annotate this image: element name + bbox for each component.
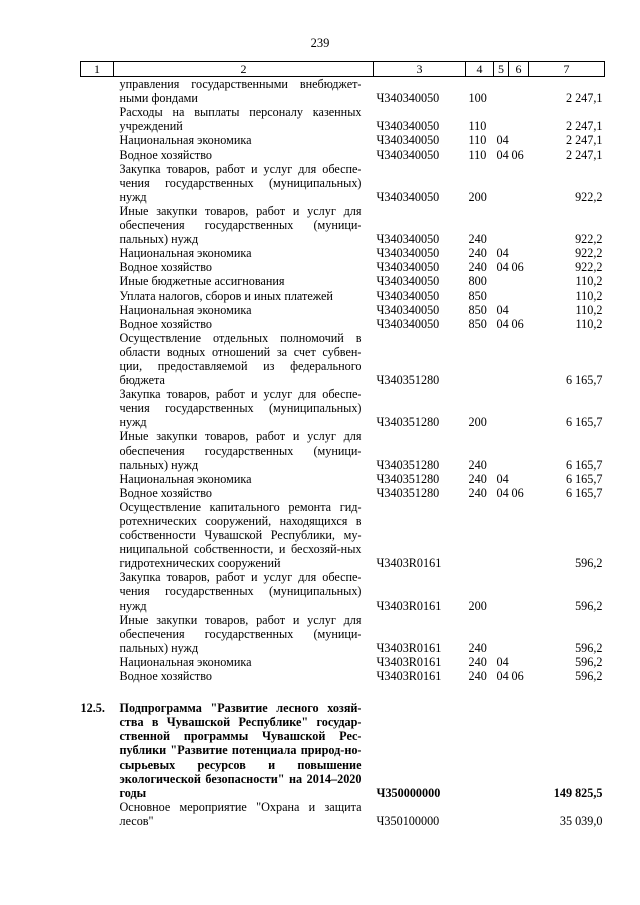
row-name: Национальная экономика [119,246,252,261]
row-rz [494,570,509,612]
row-vr: 110 [468,119,487,134]
cell-blank [81,331,114,387]
row-pr [509,655,529,669]
row-code: Ч340340050 [376,133,440,148]
cell-blank [81,655,114,669]
row-vr: 240 [468,640,487,655]
row-pr: 06 [511,147,524,162]
row-name: Водное хозяйство [119,316,212,331]
row-name: Иные закупки товаров, работ и услуг для обеспечения государственных (муници-пальных) нужд [119,612,362,655]
row-rz [494,162,509,204]
cell-blank [81,246,114,260]
table-row [81,570,605,612]
row-vr: 800 [468,274,487,289]
row-rz [494,429,509,471]
cell-blank [81,570,114,612]
row-code: Ч340340050 [376,288,440,303]
spacer-row [81,683,605,701]
row-vr: 850 [468,302,487,317]
row-code: Ч340340050 [376,147,440,162]
header-col-1: 1 [81,62,114,77]
row-pr [509,303,529,317]
cell-blank [81,162,114,204]
row-sum: 2 247,1 [565,91,603,106]
cell-blank [81,148,114,162]
row-pr [509,613,529,655]
cell-blank [81,274,114,288]
table-header-row [81,62,605,77]
row-sum: 6 165,7 [565,485,603,500]
cell-blank [81,204,114,246]
row-sum: 2 247,1 [565,119,603,134]
table-row [81,289,605,303]
row-name: Водное хозяйство [119,485,212,500]
row-rz [494,331,509,387]
row-sum: 110,2 [575,316,603,331]
row-sum: 6 165,7 [565,373,603,388]
row-sum: 922,2 [575,189,603,204]
row-name: Закупка товаров, работ и услуг для обеспе-чения государственных (муниципальных) нужд [119,570,362,613]
row-code: Ч3403R0161 [376,556,442,571]
row-pr [509,570,529,612]
header-col-2: 2 [114,62,374,77]
cell-blank [81,303,114,317]
table-row [81,317,605,331]
table-row [81,260,605,274]
row-sum: 35 039,0 [559,813,603,828]
table-row [81,669,605,683]
row-sum: 110,2 [575,288,603,303]
row-rz: 04 [496,260,509,275]
row-rz [494,274,509,288]
row-sum: 6 165,7 [565,457,603,472]
row-code: Ч340340050 [376,246,440,261]
row-name: Водное хозяйство [119,669,212,684]
row-name: Национальная экономика [119,471,252,486]
table-row [81,429,605,471]
row-vr: 240 [468,654,487,669]
row-pr [509,274,529,288]
row-vr: 240 [468,260,487,275]
header-col-4: 4 [466,62,494,77]
row-rz [494,289,509,303]
row-vr: 240 [468,471,487,486]
row-name: Расходы на выплаты персоналу казенных учреждений [119,105,362,134]
row-pr: 06 [511,316,524,331]
row-code: Ч340340050 [376,232,440,247]
row-code: Ч340351280 [376,485,440,500]
cell-blank [81,613,114,655]
table-row [81,613,605,655]
row-vr: 240 [468,485,487,500]
row-sum: 596,2 [575,669,603,684]
header-col-5: 5 [494,62,509,77]
row-code: Ч340351280 [376,457,440,472]
row-sum: 596,2 [575,556,603,571]
table-row [81,77,605,106]
row-name: Водное хозяйство [119,260,212,275]
row-code: Ч340351280 [376,415,440,430]
row-rz: 04 [496,471,509,486]
subprogram-row [81,701,605,800]
row-vr: 240 [468,246,487,261]
cell-blank [81,486,114,500]
table-row [81,204,605,246]
row-code: Ч3403R0161 [376,654,442,669]
row-rz: 04 [496,654,509,669]
row-name: Закупка товаров, работ и услуг для обеспе-чения государственных (муниципальных) нужд [119,161,362,204]
table-row [81,105,605,133]
row-pr: 06 [511,485,524,500]
row-vr: 200 [468,598,487,613]
row-name: управления государственными внебюджет-ными фондами [119,77,362,106]
row-vr [466,331,494,387]
table-row [81,387,605,429]
row-name: Иные бюджетные ассигнования [119,274,285,289]
row-vr: 850 [468,288,487,303]
row-vr: 110 [468,133,487,148]
row-name: Закупка товаров, работ и услуг для обеспе-чения государственных (муниципальных) нужд [119,387,362,430]
row-sum: 596,2 [575,598,603,613]
row-pr [509,500,529,570]
row-pr [509,331,529,387]
row-name: Водное хозяйство [119,147,212,162]
row-pr [509,246,529,260]
table-row [81,148,605,162]
row-code: Ч340340050 [376,91,440,106]
row-vr: 240 [468,232,487,247]
row-rz: 04 [496,316,509,331]
row-sum: 110,2 [575,302,603,317]
table-row [81,800,605,828]
row-sum: 922,2 [575,246,603,261]
row-code: Ч340340050 [376,274,440,289]
table-row [81,472,605,486]
row-rz [494,613,509,655]
cell-blank [81,105,114,133]
cell-blank [81,289,114,303]
row-vr: 200 [468,189,487,204]
table-row [81,274,605,288]
row-sum: 922,2 [575,232,603,247]
row-pr: 06 [511,669,524,684]
row-code: Ч340340050 [376,260,440,275]
row-rz: 04 [496,302,509,317]
row-sum: 2 247,1 [565,147,603,162]
row-name: Уплата налогов, сборов и иных платежей [119,288,333,303]
row-rz: 04 [496,133,509,148]
row-sum: 2 247,1 [565,133,603,148]
row-rz: 04 [496,485,509,500]
row-rz [494,77,509,106]
row-name: Основное мероприятие "Охрана и защита лесов" [119,799,362,828]
row-name: Иные закупки товаров, работ и услуг для обеспечения государственных (муници-пальных) нужд [119,429,362,472]
row-vr: 110 [468,147,487,162]
table-row [81,655,605,669]
row-pr [509,387,529,429]
row-vr [466,500,494,570]
cell-blank [81,260,114,274]
table-row [81,303,605,317]
row-rz [494,105,509,133]
table-body [81,77,605,684]
table-row [81,500,605,570]
row-pr [509,133,529,147]
budget-table [80,61,605,828]
cell-blank [81,387,114,429]
row-name: Иные закупки товаров, работ и услуг для обеспечения государственных (муници-пальных) нужд [119,203,362,247]
row-name: Национальная экономика [119,302,252,317]
row-sum: 596,2 [575,640,603,655]
row-vr: 240 [468,669,487,684]
subprogram-code: Ч350000000 [376,785,441,800]
row-rz [494,204,509,246]
row-name: Осуществление отдельных полномочий в области водных отношений за счет субвен-ции, предоставляемой из федерального бюджета [119,330,362,388]
header-col-6: 6 [509,62,529,77]
row-rz: 04 [496,147,509,162]
section-number: 12.5. [80,701,105,716]
row-code: Ч3403R0161 [376,669,442,684]
row-pr [509,204,529,246]
row-pr [509,162,529,204]
subprogram-sum: 149 825,5 [553,785,603,800]
page-number: 239 [310,36,330,50]
row-pr [509,472,529,486]
row-vr: 100 [468,91,487,106]
row-rz [494,387,509,429]
row-pr [509,105,529,133]
cell-blank [81,669,114,683]
row-vr: 200 [468,415,487,430]
row-sum: 922,2 [575,260,603,275]
row-name: Национальная экономика [119,654,252,669]
row-vr: 240 [468,457,487,472]
row-name: Национальная экономика [119,133,252,148]
row-code: Ч3403R0161 [376,598,442,613]
table-row [81,246,605,260]
row-code: Ч3403R0161 [376,640,442,655]
row-code: Ч340340050 [376,189,440,204]
row-sum: 6 165,7 [565,415,603,430]
row-code: Ч340340050 [376,119,440,134]
table-row [81,331,605,387]
row-sum: 6 165,7 [565,471,603,486]
row-rz [494,500,509,570]
row-pr [509,429,529,471]
header-col-7: 7 [529,62,605,77]
table-row [81,486,605,500]
row-vr: 850 [468,316,487,331]
header-col-3: 3 [374,62,466,77]
cell-blank [81,77,114,106]
row-pr: 06 [511,260,524,275]
cell-blank [81,317,114,331]
cell-blank [81,429,114,471]
row-code: Ч340351280 [376,471,440,486]
row-pr [509,289,529,303]
row-sum: 596,2 [575,654,603,669]
table-row [81,133,605,147]
row-code: Ч350100000 [376,813,440,828]
cell-blank [81,500,114,570]
row-sum: 110,2 [575,274,603,289]
row-rz: 04 [496,246,509,261]
cell-blank [81,133,114,147]
row-code: Ч340340050 [376,302,440,317]
row-code: Ч340340050 [376,316,440,331]
row-name: Осуществление капитального ремонта гид-ротехнических сооружений, находящихся в собственности Чувашской Республики, му-ниципальной собственности, и бесхозяй-ных гидротехнических сооружений [119,499,362,571]
row-rz: 04 [496,669,509,684]
row-pr [509,77,529,106]
table-row [81,162,605,204]
row-code: Ч340351280 [376,373,440,388]
subprogram-name: Подпрограмма "Развитие лесного хозяй-ства в Чувашской Республике" государ-ственной программы Чувашской Рес-публики "Развитие потенциала природ-но-сырьевых ресурсов и повышение экологической безопасности" на 2014–2020 годы [119,701,362,800]
cell-blank [81,472,114,486]
